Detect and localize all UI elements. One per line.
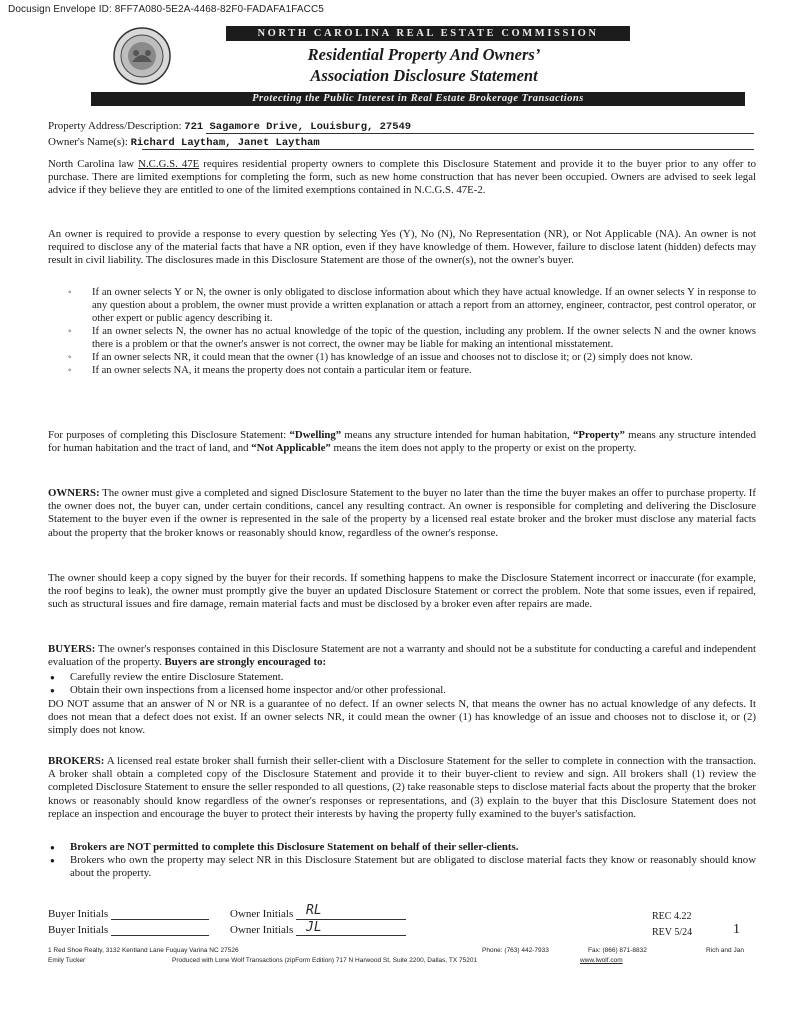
owner-initials-label: Owner Initials: [230, 924, 294, 936]
owner-initials-label: Owner Initials: [230, 908, 294, 920]
intro-paragraph: [48, 158, 756, 198]
owner-names-label: Owner's Name(s):: [48, 136, 128, 148]
buyers-caution-paragraph: DO NOT assume that an answer of N or NR is a guarantee of no defect. If an owner selects N, that means the owner has no actual knowledge of any defects. It does not mean that a defect does not exist. If an owner selects NR, it could mean the owner (1) has knowledge of an issue and chooses not to disclose it, or (2) simply does not know.: [48, 698, 756, 737]
buyer-initials-label: Buyer Initials: [48, 908, 109, 920]
footer-produced: Produced with Lone Wolf Transactions (zipForm Edition) 717 N Harwood St, Suite 2200, Dallas, TX 75201: [172, 957, 478, 964]
buyers-heading: BUYERS:: [48, 643, 96, 655]
copy-paragraph: The owner should keep a copy signed by the buyer for their records. If something happens to make the Disclosure Statement incorrect or inaccurate (for example, the roof begins to leak), the owner must promptly give the buyer an updated Disclosure Statement or correct the problem. Note that some issues, even if repaired, such as structural issues and fire damage, remain material facts and must be disclosed by a broker even after repairs are made.: [48, 572, 756, 611]
buyer-initials-field[interactable]: [111, 908, 209, 920]
rev-version: REV 5/24: [652, 927, 693, 938]
definitions-text-3: means any structure intended for human habitation and the tract of land, and: [48, 429, 756, 455]
buyers-text: The owner's responses contained in this Disclosure Statement are not a warranty and should not be a substitute for conducting a careful and independent evaluation of the property.: [48, 643, 756, 669]
buyer-initials-row-1: [48, 908, 209, 920]
footer-url[interactable]: www.lwolf.com: [580, 957, 623, 964]
brokers-text: A licensed real estate broker shall furnish their seller-client with a Disclosure Statement for the seller to complete in connection with the transaction. A broker shall obtain a completed copy of the Disclosure Statement and provide it to their buyer-client to review and sign. All brokers shall (1) review the completed Disclosure Statement to ensure the seller responded to all questions, (2) take reasonable steps to disclose material facts about the property that the broker knows or reasonably should know regardless of the owner's responses or representations, and (3) explain to the buyer that this Disclosure Statement does not replace an inspection and encourage the buyer to protect their interests by having the property fully examined to the buyer's satisfaction.: [48, 755, 756, 820]
owner-names-underline: [142, 149, 754, 150]
form-title-line-2: Association Disclosure Statement: [310, 66, 538, 85]
nc-state-seal-icon: [112, 26, 172, 86]
list-item: ● Carefully review the entire Disclosure Statement.: [48, 671, 756, 684]
buyers-section: [48, 643, 756, 669]
property-address-row: [48, 120, 411, 134]
buyers-emphasis: Buyers are strongly encouraged to:: [164, 656, 327, 669]
rec-version: REC 4.22: [652, 911, 692, 922]
footer-office: 1 Red Shoe Realty, 3132 Kentland Lane Fuquay Varina NC 27526: [48, 947, 239, 954]
owner-initials-signature-2: JL: [306, 920, 322, 935]
buyers-bullet-list: [48, 671, 756, 697]
term-not-applicable: “Not Applicable”: [251, 442, 331, 455]
statute-link[interactable]: N.C.G.S. 47E: [138, 158, 200, 170]
brokers-section: [48, 755, 756, 821]
brokers-bullet-list: [48, 841, 756, 881]
owners-section: [48, 487, 756, 540]
owners-heading: OWNERS:: [48, 487, 100, 499]
page-number: 1: [733, 922, 740, 937]
owner-names-row: [48, 136, 320, 150]
definitions-paragraph: [48, 429, 756, 455]
property-address-label: Property Address/Description:: [48, 120, 182, 132]
list-item: ● Brokers who own the property may select NR in this Disclosure Statement but are obligated to disclose material facts they know or reasonably should know about the property.: [48, 854, 756, 880]
intro-text-2: requires residential property owners to complete this Disclosure Statement and provide it to the buyer prior to any offer to purchase. There are limited exemptions for completing the form, such as new home construction that has never been occupied. Owners are advised to seek legal advice if they believe they are entitled to one of the limited exemptions contained in N.C.G.S. 47E-2.: [48, 158, 756, 197]
intro-text-1: North Carolina law: [48, 158, 139, 170]
form-title: [200, 44, 648, 86]
list-item: ◦ If an owner selects Y or N, the owner is only obligated to disclose information about which they have actual knowledge. If an owner selects Y in response to any question about a problem, the owner must provide a written explanation or attach a report from an attorney, engineer, contractor, pest control operator, or other expert or public agency describing it.: [68, 286, 756, 325]
definitions-text-4: means the item does not apply to the property or exist on the property.: [330, 442, 637, 455]
form-title-line-1: Residential Property And Owners’: [307, 45, 541, 64]
definitions-text-2: means any structure intended for human habitation,: [341, 429, 573, 441]
property-address-underline: [206, 133, 754, 134]
footer-fax: Fax: (866) 871-8832: [588, 947, 647, 954]
list-item: ● Obtain their own inspections from a licensed home inspector and/or other professional.: [48, 684, 756, 697]
list-item: ● Brokers are NOT permitted to complete this Disclosure Statement on behalf of their seller-clients.: [48, 841, 756, 854]
definitions-text-1: For purposes of completing this Disclosure Statement:: [48, 429, 290, 441]
list-item: ◦ If an owner selects N, the owner has no actual knowledge of the topic of the question, including any problem. If the owner selects N and the owner knows there is a problem or that the owner's answer is not correct, the owner may be liable for making an intentional misstatement.: [68, 325, 756, 351]
brokers-heading: BROKERS:: [48, 755, 105, 767]
response-paragraph: An owner is required to provide a response to every question by selecting Yes (Y), No (N), No Representation (NR), or Not Applicable (NA). An owner is not required to disclose any of the material facts that have a NR option, even if they have knowledge of them. However, failure to disclose latent (hidden) defects may result in civil liability. The disclosures made in this Disclosure Statement are those of the owner(s), not the owner's buyer.: [48, 228, 756, 267]
buyer-initials-label: Buyer Initials: [48, 924, 109, 936]
response-bullet-list: [68, 286, 756, 377]
footer-file: Rich and Jan: [706, 947, 744, 954]
commission-banner: NORTH CAROLINA REAL ESTATE COMMISSION: [226, 26, 630, 41]
owner-initials-signature-1: RL: [306, 903, 322, 918]
footer-agent: Emily Tucker: [48, 957, 86, 964]
buyer-initials-field[interactable]: [111, 924, 209, 936]
term-property: “Property”: [572, 429, 625, 441]
buyer-initials-row-2: [48, 924, 209, 936]
property-address-value[interactable]: 721 Sagamore Drive, Louisburg, 27549: [184, 121, 412, 133]
list-item: ◦ If an owner selects NR, it could mean that the owner (1) has knowledge of an issue and chooses not to disclose it; or (2) simply does not know.: [68, 351, 756, 364]
envelope-id: Docusign Envelope ID: 8FF7A080-5E2A-4468-82F0-FADAFA1FACC5: [8, 4, 324, 15]
tagline-banner: Protecting the Public Interest in Real Estate Brokerage Transactions: [91, 92, 745, 106]
owners-text: The owner must give a completed and signed Disclosure Statement to the buyer no later than the time the buyer makes an offer to purchase property. If the owner does not, the buyer can, under certain conditions, cancel any resulting contract. An owner is responsible for completing and delivering the Disclosure Statement to the buyer even if the owner is represented in the sale of the property by a licensed real estate broker and the broker must disclose any material facts about the property that the broker knows or reasonably should know, regardless of the owner's response.: [48, 487, 756, 539]
footer-phone: Phone: (763) 442-7933: [482, 947, 549, 954]
list-item: ◦ If an owner selects NA, it means the property does not contain a particular item or feature.: [68, 364, 756, 377]
term-dwelling: “Dwelling”: [289, 429, 342, 441]
owner-names-value[interactable]: Richard Laytham, Janet Laytham: [130, 137, 320, 149]
